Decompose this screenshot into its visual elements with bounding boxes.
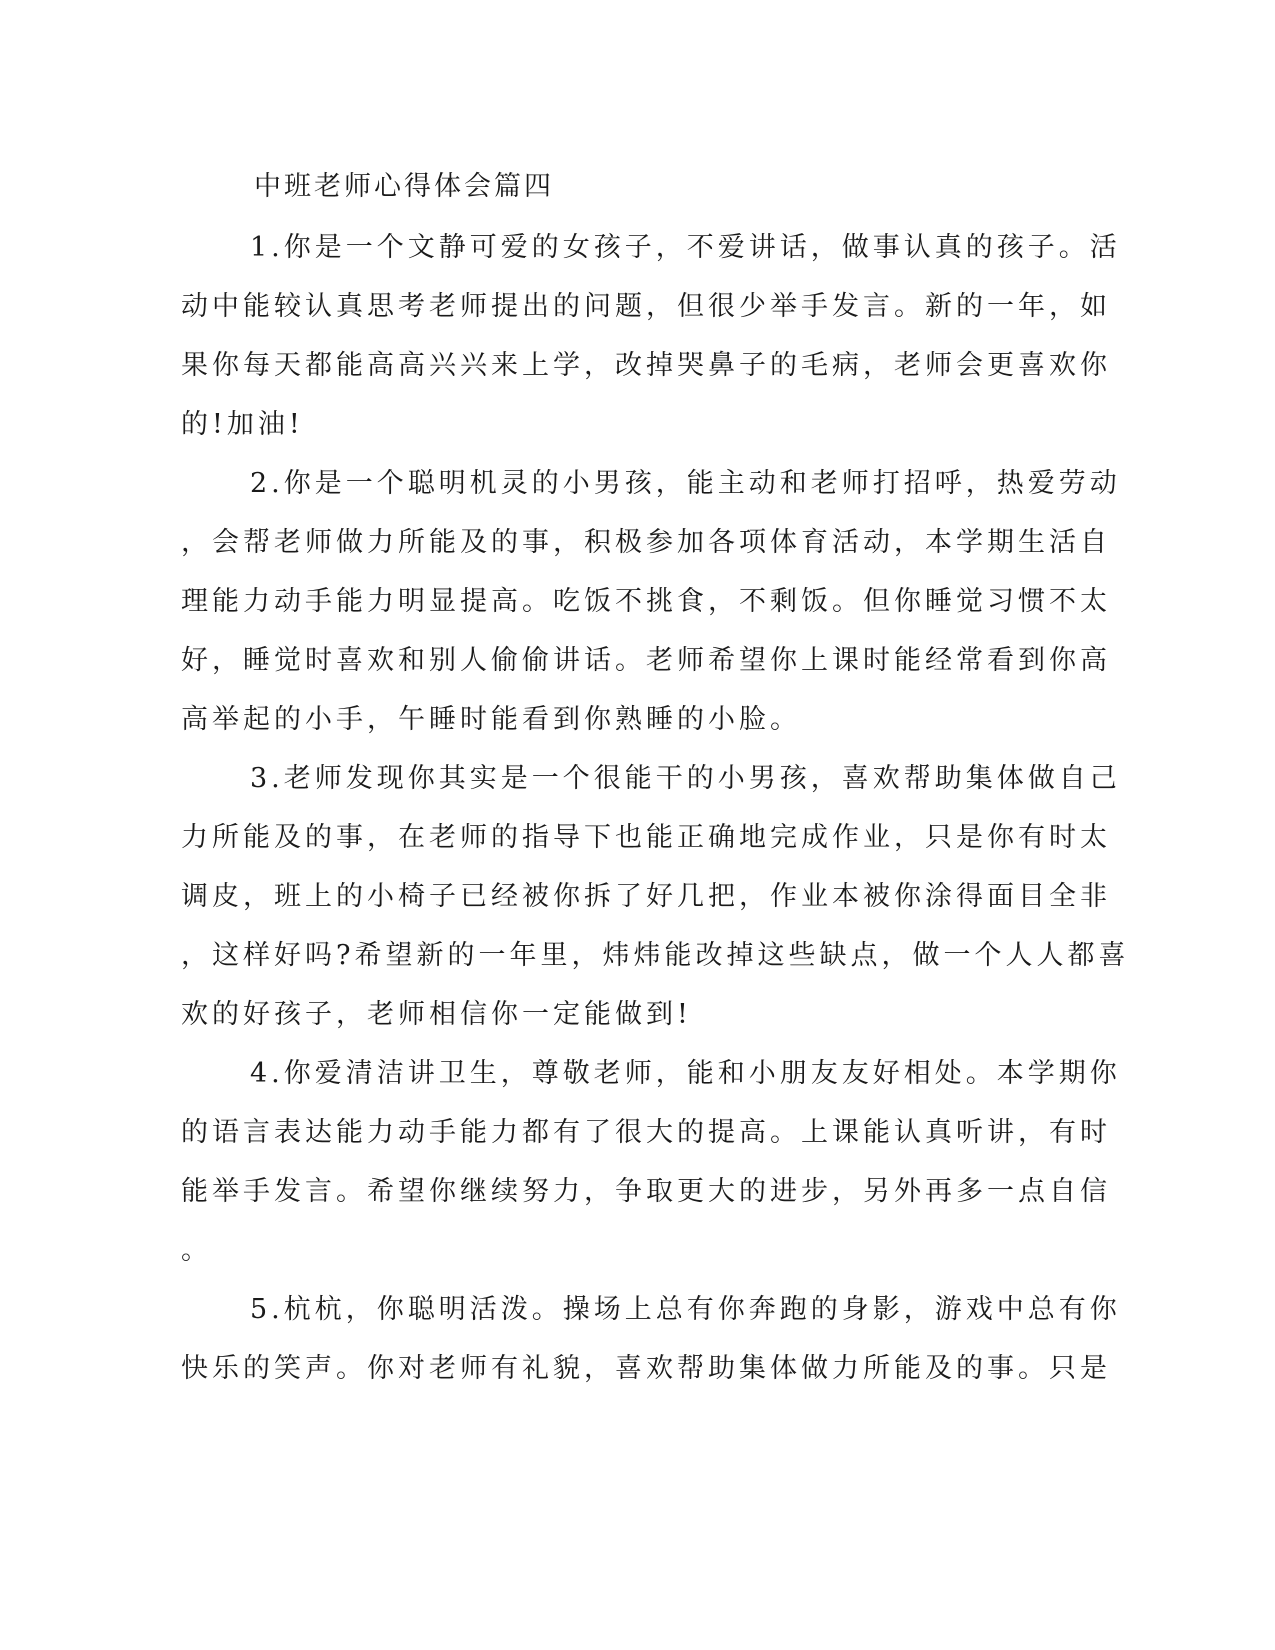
text-line: 1.你是一个文静可爱的女孩子，不爱讲话，做事认真的孩子。活 (250, 232, 1121, 263)
text-line: 的语言表达能力动手能力都有了很大的提高。上课能认真听讲，有时 (181, 1117, 1111, 1148)
text-line: 4.你爱清洁讲卫生，尊敬老师，能和小朋友友好相处。本学期你 (250, 1058, 1121, 1089)
text-line: 3.老师发现你其实是一个很能干的小男孩，喜欢帮助集体做自己 (250, 763, 1121, 794)
text-line: 动中能较认真思考老师提出的问题，但很少举手发言。新的一年，如 (181, 291, 1111, 322)
text-line: 理能力动手能力明显提高。吃饭不挑食，不剩饭。但你睡觉习惯不太 (181, 586, 1111, 617)
text-line: 能举手发言。希望你继续努力，争取更大的进步，另外再多一点自信 (181, 1176, 1111, 1207)
text-line: 。 (181, 1235, 212, 1266)
text-line: 快乐的笑声。你对老师有礼貌，喜欢帮助集体做力所能及的事。只是 (181, 1353, 1111, 1384)
text-line: 调皮，班上的小椅子已经被你拆了好几把，作业本被你涂得面目全非 (181, 881, 1111, 912)
text-line: 果你每天都能高高兴兴来上学，改掉哭鼻子的毛病，老师会更喜欢你 (181, 350, 1111, 381)
text-line: 5.杭杭，你聪明活泼。操场上总有你奔跑的身影，游戏中总有你 (250, 1294, 1121, 1325)
text-line: 的!加油! (181, 409, 304, 440)
text-line: ，这样好吗?希望新的一年里，炜炜能改掉这些缺点，做一个人人都喜 (181, 940, 1130, 971)
text-line: 2.你是一个聪明机灵的小男孩，能主动和老师打招呼，热爱劳动 (250, 468, 1121, 499)
document-title: 中班老师心得体会篇四 (254, 171, 554, 202)
text-line: 高举起的小手，午睡时能看到你熟睡的小脸。 (181, 704, 801, 735)
text-line: 力所能及的事，在老师的指导下也能正确地完成作业，只是你有时太 (181, 822, 1111, 853)
text-line: 好，睡觉时喜欢和别人偷偷讲话。老师希望你上课时能经常看到你高 (181, 645, 1111, 676)
text-line: 欢的好孩子，老师相信你一定能做到! (181, 999, 692, 1030)
text-line: ，会帮老师做力所能及的事，积极参加各项体育活动，本学期生活自 (181, 527, 1111, 558)
